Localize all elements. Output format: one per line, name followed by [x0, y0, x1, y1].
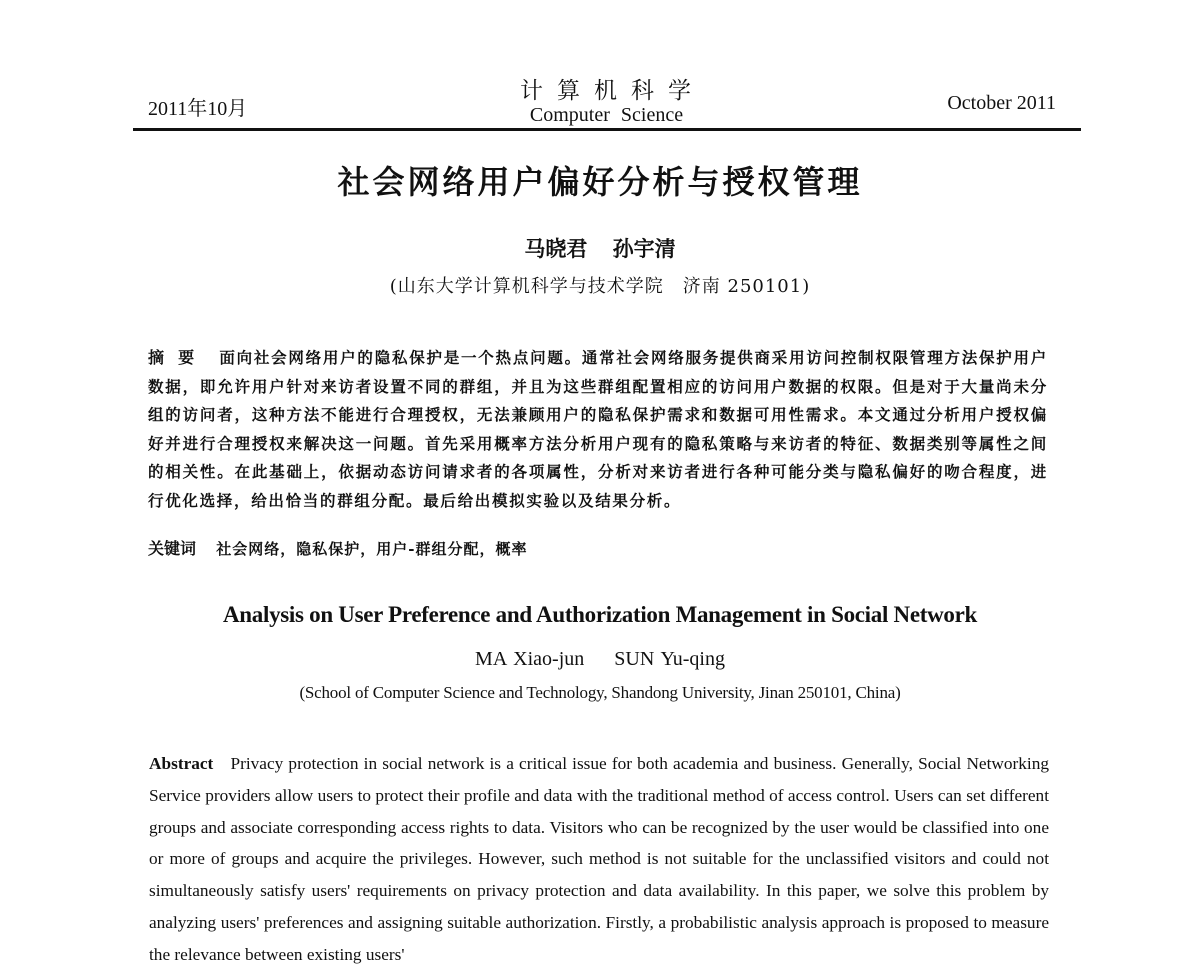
journal-name-en: Computer Science — [529, 104, 684, 126]
keywords-cn-label: 关键词 — [148, 539, 197, 558]
issue-date-en: October 2011 — [947, 92, 1056, 114]
affiliation-en: (School of Computer Science and Technology, Shandong University, Jinan 250101, China) — [299, 683, 901, 702]
journal-name — [133, 78, 1080, 126]
header-rule — [133, 128, 1081, 131]
paper-title-cn: 社会网络用户偏好分析与授权管理 — [337, 163, 863, 201]
abstract-en — [149, 748, 1049, 971]
keywords-cn-text: 社会网络，隐私保护，用户-群组分配，概率 — [216, 540, 528, 558]
paper-title-en: Analysis on User Preference and Authorization Management in Social Network — [222, 602, 977, 627]
abstract-en-label: Abstract — [149, 754, 214, 773]
keywords-cn — [148, 536, 1048, 559]
authors-cn — [0, 233, 1200, 263]
abstract-cn-text: 面向社会网络用户的隐私保护是一个热点问题。通常社会网络服务提供商采用访问控制权限管理方法保护用户数据，即允许用户针对来访者设置不同的群组，并且为这些群组配置相应的访问用户数据的权限。但是对于大量尚未分组的访问者，这种方法不能进行合理授权，无法兼顾用户的隐私保护需求和数据可用性需求。本文通过分析用户授权偏好并进行合理授权来解决这一问题。首先采用概率方法分析用户现有的隐私策略与来访者的特征、数据类别等属性之间的相关性。在此基础上，依据动态访问请求者的各项属性，分析对来访者进行各种可能分类与隐私偏好的吻合程度，进行优化选择，给出恰当的群组分配。最后给出模拟实验以及结果分析。 — [148, 348, 1048, 510]
authors-en — [0, 648, 1200, 671]
author-cn-2: 孙宇清 — [612, 237, 676, 261]
author-cn-1: 马晓君 — [524, 237, 588, 261]
author-en-2: SUN Yu-qing — [614, 648, 725, 670]
abstract-en-text: Privacy protection in social network is a critical issue for both academia and business. Generally, Social Networking Service providers allow users to protect their profile and data with the traditional method of access control. Users can set different groups and associate corresponding access rights to data. Visitors who can be recognized by the user would be classified into one or more of groups and acquire the privileges. However, such method is not suitable for the unclassified visitors and could not simultaneously satisfy users' requirements on privacy protection and data availability. In this paper, we solve this problem by analyzing users' preferences and assigning suitable authorization. Firstly, a probabilistic analysis approach is proposed to measure the relevance between existing users' — [149, 754, 1050, 964]
author-en-1: MA Xiao-jun — [475, 648, 585, 670]
abstract-cn — [148, 344, 1048, 516]
running-header — [133, 78, 1080, 128]
issue-date-cn: 2011年10月 — [148, 98, 248, 120]
affiliation-cn: (山东大学计算机科学与技术学院 济南 250101) — [389, 276, 811, 297]
journal-name-cn: 计算机科学 — [520, 78, 705, 104]
abstract-cn-label: 摘要 — [148, 348, 209, 367]
